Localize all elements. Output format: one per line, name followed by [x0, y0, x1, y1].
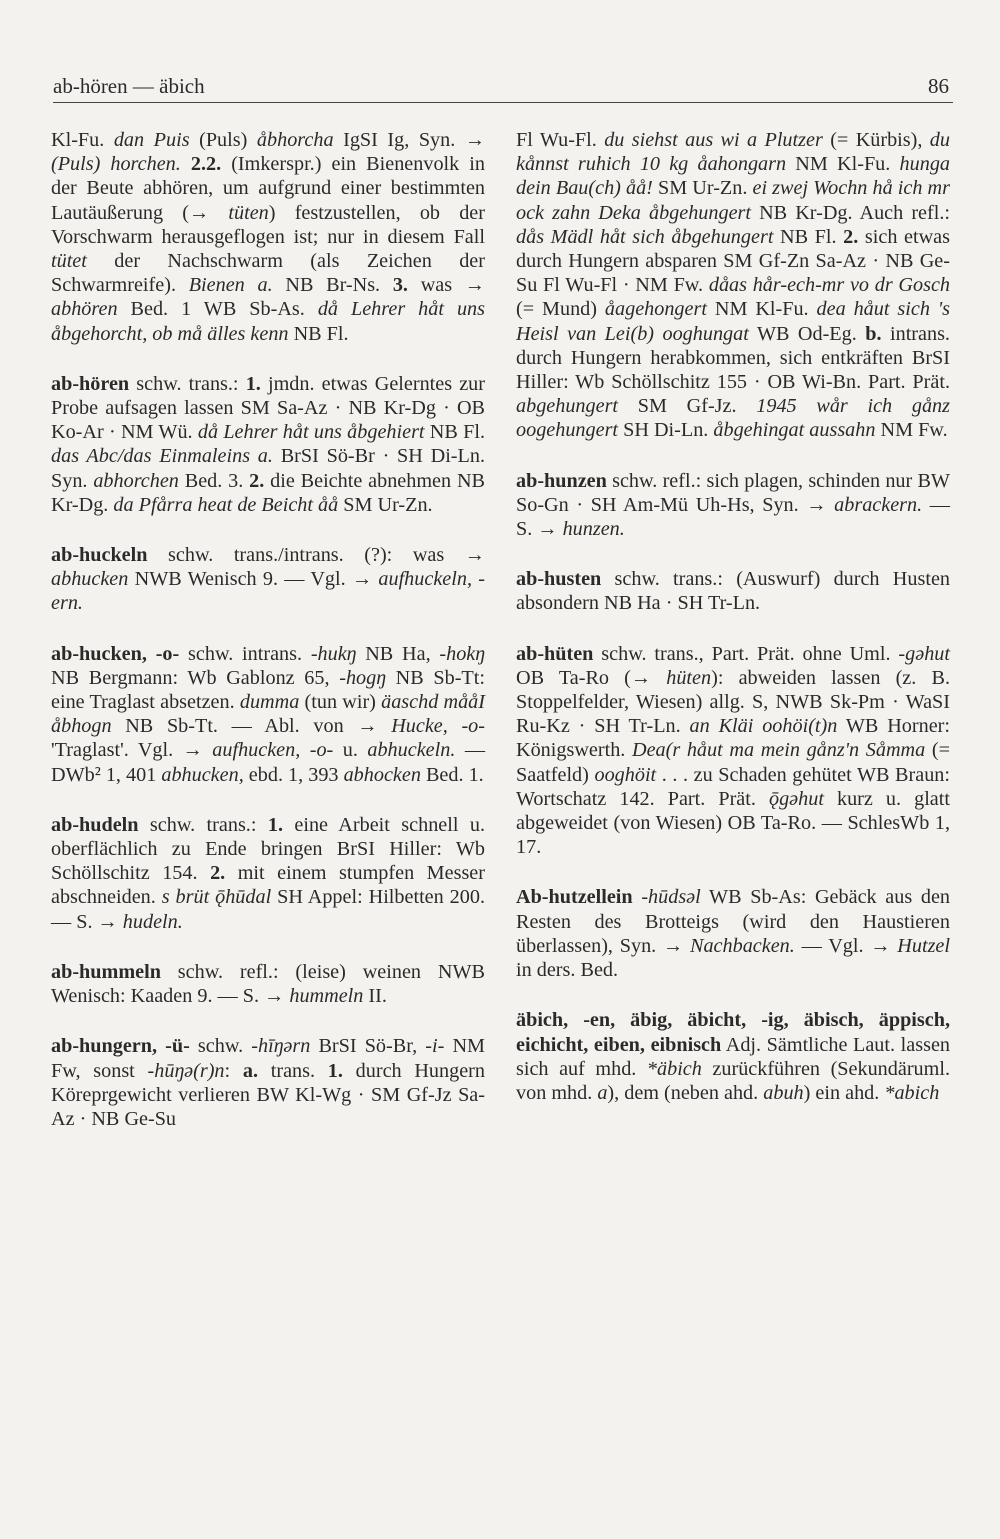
- text-run: NB Ha,: [356, 642, 440, 665]
- text-run: schw. trans.: (Auswurf) durch Husten absondern NB Ha · SH Tr-Ln.: [516, 568, 950, 615]
- italic-text: Hutzel: [897, 934, 951, 957]
- italic-text: aufhuckeln, -ern.: [51, 568, 485, 615]
- italic-text: dumma: [239, 691, 300, 714]
- dictionary-entry: [51, 1034, 485, 1131]
- text-run: [181, 153, 191, 175]
- left-column: [51, 128, 485, 1157]
- right-column: [516, 128, 950, 1131]
- text-run: Adj. Sämtliche Laut. lassen sich auf mhd.: [516, 1033, 950, 1080]
- italic-text: da Pfårra heat de Beicht åå: [113, 493, 339, 516]
- text-run: :: [224, 1059, 243, 1082]
- entry-text: [516, 1008, 950, 1105]
- italic-text: ooghöit: [594, 763, 657, 786]
- italic-text: -hokŋ: [439, 642, 485, 665]
- text-run: schw. refl.: (leise) weinen NWB Wenisch: Kaaden 9. — S. →: [51, 960, 485, 1008]
- italic-text: aufhucken, -o-: [212, 739, 334, 762]
- running-header: [53, 68, 953, 103]
- italic-text: abhucken,: [161, 763, 244, 786]
- italic-text: an Kläi oohöi(t)n: [689, 715, 838, 738]
- bold-text: ab-hunzen: [516, 469, 607, 492]
- text-run: (Imkerspr.) ein Bienenvolk in der Beute abhören, um aufgrund einer bestimmten Lautäußerung (→: [51, 153, 485, 224]
- italic-text: -hūdsəl: [641, 886, 701, 909]
- text-run: SM Ur-Zn.: [338, 493, 433, 516]
- text-run: ), dem (neben ahd.: [607, 1081, 764, 1104]
- text-run: intrans. durch Hungern herabkommen, sich entkräften BrSI Hiller: Wb Schöllschitz 155 · OB Wi-Bn. Part. Prät.: [516, 322, 950, 394]
- text-run: BrSI Sö-Br,: [310, 1035, 426, 1058]
- bold-text: ab-huckeln: [51, 544, 148, 567]
- text-run: ): abweiden lassen (z. B. Stoppelfelder, Wiesen) allg. S, NWB Sk-Pm · WaSI Ru-Kz · SH Tr-Ln.: [516, 666, 950, 738]
- text-run: was →: [407, 274, 485, 297]
- italic-text: hummeln: [289, 985, 364, 1008]
- italic-text: äaschd mååI åbhogn: [51, 691, 485, 738]
- italic-text: s brüt ǭhūdal: [161, 886, 272, 909]
- text-run: NB Fl.: [424, 421, 485, 444]
- entry-text: [51, 642, 485, 787]
- bold-text: Ab-hutzellein: [516, 886, 633, 909]
- text-run: kurz u. glatt abgeweidet (von Wiesen) OB Ta-Ro. — SchlesWb 1, 17.: [516, 787, 950, 859]
- italic-text: åbhorcha: [256, 129, 334, 151]
- italic-text: du siehst aus wi a Plutzer: [604, 129, 823, 151]
- text-run: SM Ur-Zn.: [652, 177, 753, 200]
- italic-text: *äbich: [646, 1057, 702, 1080]
- italic-text: hudeln.: [122, 910, 183, 933]
- italic-text: ǭgəhut: [768, 787, 824, 810]
- italic-text: Dea(r håut ma mein gånz'n Såmma: [631, 739, 926, 762]
- italic-text: dåas hår-ech-mr vo dr Gosch: [708, 274, 951, 297]
- text-run: NWB Wenisch 9. — Vgl. →: [128, 568, 379, 591]
- italic-text: *abich: [884, 1081, 940, 1104]
- text-run: WB Horner: Königswerth.: [516, 715, 951, 762]
- text-run: NM Fw.: [875, 419, 948, 442]
- italic-text: -hogŋ: [339, 666, 386, 689]
- italic-text: då Lehrer håt uns åbgehiert: [197, 421, 425, 444]
- bold-text: a.: [242, 1059, 259, 1082]
- text-run: SM Gf-Jz.: [618, 395, 757, 418]
- entry-text: [51, 960, 485, 1008]
- italic-text: 1945 wår ich gånz oogehungert: [516, 395, 950, 442]
- dictionary-entry: [516, 128, 950, 443]
- dictionary-entry: [51, 543, 485, 616]
- dictionary-entry: [51, 813, 485, 934]
- text-run: jmdn. etwas Gelerntes zur Probe aufsagen lassen SM Sa-Az · NB Kr-Dg · OB Ko-Ar · NM Wü.: [51, 372, 485, 444]
- italic-text: abhören: [51, 298, 118, 321]
- entry-text: [516, 885, 950, 982]
- text-run: NB Br-Ns.: [272, 274, 393, 297]
- italic-text: abhucken: [51, 568, 129, 591]
- italic-text: hüten: [666, 666, 712, 689]
- text-run: ) ein ahd.: [803, 1081, 885, 1104]
- header-title: ab-hören — äbich: [53, 74, 205, 98]
- bold-text: ab-hummeln: [51, 960, 161, 983]
- italic-text: hunga dein Bau(ch) åå!: [516, 153, 950, 200]
- text-run: NM Kl-Fu.: [706, 298, 817, 321]
- text-run: II.: [363, 985, 387, 1008]
- dictionary-entry: [516, 885, 950, 982]
- italic-text: das Abc/das Einmaleins a.: [51, 445, 273, 468]
- italic-text: Hucke, -o-: [391, 715, 485, 738]
- entry-text: [51, 128, 485, 346]
- italic-text: a: [597, 1081, 608, 1104]
- dictionary-entry: [51, 960, 485, 1008]
- text-run: Kl-Fu.: [51, 129, 114, 151]
- text-run: NB Fl.: [288, 322, 349, 345]
- text-run: Bed. 1.: [420, 763, 484, 786]
- text-run: — DWb² 1, 401: [51, 739, 486, 786]
- entry-text: [516, 642, 950, 860]
- italic-text: abhuckeln.: [367, 739, 456, 762]
- dictionary-entry: [516, 567, 950, 615]
- text-run: (tun wir): [299, 691, 382, 714]
- text-run: (= Kürbis),: [822, 129, 930, 151]
- italic-text: -hukŋ: [310, 642, 357, 665]
- italic-text: Bienen a.: [188, 274, 273, 297]
- text-run: BrSI Sö-Br · SH Di-Ln. Syn.: [51, 445, 485, 492]
- entry-text: [51, 372, 485, 517]
- text-run: NM Kl-Fu.: [786, 153, 900, 176]
- text-run: NB Sb-Tt: eine Traglast absetzen.: [51, 666, 485, 714]
- bold-text: ab-hucken, -o-: [51, 642, 180, 665]
- dictionary-entry: [516, 642, 950, 860]
- page-number: 86: [928, 74, 949, 98]
- italic-text: åbgehingat aussahn: [713, 419, 876, 442]
- bold-text: 2.2.: [190, 153, 222, 176]
- bold-text: ab-hudeln: [51, 813, 139, 836]
- italic-text: då Lehrer håt uns åbgehorcht, ob må älles kenn: [51, 298, 485, 345]
- text-run: WB Od-Eg.: [748, 322, 866, 345]
- italic-text: -i-: [425, 1035, 445, 1058]
- text-run: NB Bergmann: Wb Gablonz 65,: [51, 666, 340, 689]
- italic-text: -hūŋə(r)n: [147, 1059, 225, 1082]
- italic-text: -hīŋərn: [251, 1035, 311, 1058]
- text-run: schw. refl.: sich plagen, schinden nur BW So-Gn · SH Am-Mü Uh-Hs, Syn. →: [516, 469, 950, 516]
- text-run: Bed. 1 WB Sb-As.: [117, 298, 318, 321]
- dictionary-entry: [516, 469, 950, 542]
- text-run: — Vgl. →: [794, 934, 898, 957]
- text-run: NB Sb-Tt. — Abl. von →: [111, 715, 392, 738]
- text-run: [633, 886, 642, 908]
- italic-text: åagehongert: [604, 298, 707, 321]
- bold-text: 1.: [245, 372, 261, 395]
- italic-text: tütet: [51, 250, 87, 273]
- entry-text: [516, 128, 950, 443]
- text-run: schw.: [189, 1035, 252, 1058]
- text-run: Fl Wu-Fl.: [516, 129, 605, 151]
- italic-text: dås Mädl håt sich åbgehungert: [516, 225, 774, 248]
- text-run: WB Sb-As: Gebäck aus den Resten des Brotteigs (wird den Haustieren überlassen), Syn. →: [516, 886, 951, 957]
- italic-text: (Puls) horchen.: [51, 153, 181, 176]
- text-run: (= Mund): [516, 298, 605, 321]
- text-run: schw. trans.:: [138, 813, 268, 836]
- bold-text: 3.: [392, 274, 408, 297]
- text-run: IgSI Ig, Syn. →: [333, 129, 486, 151]
- text-run: schw. intrans.: [179, 642, 311, 665]
- text-run: SH Di-Ln.: [618, 419, 714, 442]
- text-run: NB Kr-Dg. Auch refl.:: [751, 201, 950, 224]
- dictionary-entry: [51, 642, 485, 787]
- text-run: — S. →: [516, 493, 950, 541]
- text-run: ebd. 1, 393: [243, 763, 344, 786]
- text-run: schw. trans./intrans. (?): was →: [147, 544, 485, 567]
- text-run: schw. trans.:: [129, 372, 246, 395]
- text-run: mit einem stumpfen Messer abschneiden.: [51, 862, 485, 909]
- text-run: durch Hungern Köreprgewicht verlieren BW Kl-Wg · SM Gf-Jz Sa-Az · NB Ge-Su: [51, 1059, 485, 1130]
- dictionary-entry: [51, 372, 485, 517]
- text-run: in ders. Bed.: [516, 959, 619, 982]
- text-run: SH Appel: Hilbetten 200. — S. →: [51, 886, 485, 933]
- text-run: . . . zu Schaden gehütet WB Braun: Wortschatz 142. Part. Prät.: [516, 763, 950, 810]
- entry-text: [516, 567, 950, 615]
- text-run: zurückführen (Sekundäruml. von mhd.: [516, 1057, 951, 1104]
- bold-text: ab-husten: [516, 568, 602, 591]
- italic-text: abrackern.: [834, 493, 923, 516]
- bold-text: 2.: [249, 469, 265, 492]
- bold-text: 1.: [327, 1059, 343, 1082]
- text-run: NB Fl.: [773, 225, 844, 248]
- italic-text: abhocken: [343, 763, 421, 786]
- text-run: die Beichte abnehmen NB Kr-Dg.: [51, 469, 485, 516]
- bold-text: 2.: [210, 862, 226, 885]
- italic-text: dea håut sich 's Heisl van Lei(b) ooghungat: [516, 298, 950, 345]
- italic-text: abuh: [763, 1081, 804, 1104]
- dictionary-entry: [516, 1008, 950, 1105]
- text-run: schw. trans., Part. Prät. ohne Uml.: [593, 642, 899, 665]
- entry-text: [51, 813, 485, 934]
- italic-text: ei zwej Wochn hå ich mr ock zahn Deka åbgehungert: [516, 177, 950, 224]
- text-run: sich etwas durch Hungern absparen SM Gf-Zn Sa-Az · NB Ge-Su Fl Wu-Fl · NM Fw.: [516, 225, 951, 297]
- text-run: OB Ta-Ro (→: [516, 666, 667, 689]
- text-run: der Nachschwarm (als Zeichen der Schwarmreife).: [51, 250, 485, 297]
- entry-text: [51, 1034, 485, 1131]
- bold-text: ab-hungern, -ü-: [51, 1035, 190, 1058]
- text-run: trans.: [258, 1059, 328, 1082]
- bold-text: äbich, -en, äbig, äbicht, -ig, äbisch, äppisch, eichicht, eiben, eibnisch: [516, 1009, 950, 1056]
- italic-text: abhorchen: [93, 469, 179, 492]
- text-run: u.: [333, 739, 368, 762]
- entry-text: [516, 469, 950, 542]
- bold-text: b.: [865, 322, 882, 345]
- text-run: NM Fw, sonst: [51, 1035, 486, 1082]
- text-run: Bed. 3.: [178, 469, 250, 492]
- italic-text: du kånnst ruhich 10 kg åahongarn: [516, 129, 950, 176]
- text-run: eine Arbeit schnell u. oberflächlich zu Ende bringen BrSI Hiller: Wb Schöllschitz 154.: [51, 813, 486, 885]
- bold-text: 2.: [843, 225, 859, 248]
- italic-text: tüten: [228, 201, 269, 224]
- entry-text: [51, 543, 485, 616]
- italic-text: hunzen.: [562, 518, 625, 541]
- bold-text: 1.: [267, 813, 283, 836]
- text-run: (= Saatfeld): [516, 739, 950, 786]
- italic-text: dan Puis: [113, 129, 190, 151]
- italic-text: Nachbacken.: [689, 934, 795, 957]
- text-run: (Puls): [189, 129, 257, 151]
- dictionary-entry: [51, 128, 485, 346]
- bold-text: ab-hören: [51, 372, 130, 395]
- bold-text: ab-hüten: [516, 642, 594, 665]
- italic-text: abgehungert: [516, 395, 619, 418]
- italic-text: -gəhut: [898, 642, 950, 665]
- text-run: ) festzustellen, ob der Vorschwarm herausgeflogen ist; nur in diesem Fall: [51, 201, 485, 248]
- text-run: 'Traglast'. Vgl. →: [51, 739, 213, 762]
